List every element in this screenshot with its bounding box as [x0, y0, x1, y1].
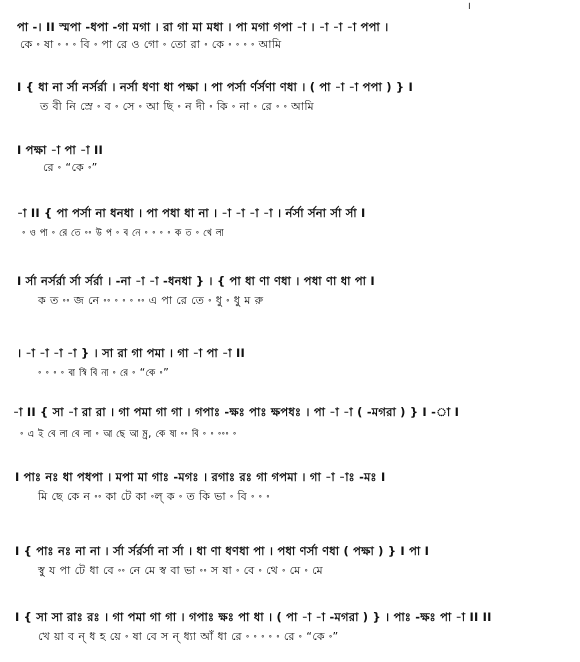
- notes-line: I { ধা না র্সা নর্সর্রা । নর্সা ধণা ধা পক্ষা । পা পর্সা র্ণর্সণা ণধা । ( পা -া -া পপা ) } I: [17, 80, 413, 94]
- notes-line: । -া -া -া -া } । সা রা গা পমা । গা -া পা -া II: [17, 346, 245, 360]
- notes-line: I পক্ষা -া পা -া II: [17, 143, 103, 157]
- lyric-line: কে ৽ ষা ৽ ৽ ৽ বি ৽ পা রে ও গো ৽ তো রা ৽ কে ৽ ৽ ৽ ৽ আমি: [20, 38, 282, 51]
- notes-line: I { সা সা রাঃ রঃ । গা পমা গা গা । গপাঃ ক্ষঃ পা ধা । ( পা -া -া -মগরা ) } । পাঃ -ক্ষঃ পা -া II II: [15, 610, 492, 624]
- notes-line: I { পাঃ নঃ না না । র্সা র্সর্রর্সা না র্সা । ধা ণা ধণধা পা । পধা ণর্সা ণধা ( পক্ষা ) } I পা I: [15, 544, 430, 558]
- lyric-line: খে য়া ব ন্ ধ হ য়ে ৽ ষা বে স ন্ ধ্যা আঁ ধা রে ৽ ৽ ৽ ৽ ৽ রে ৽ “কে ৽”: [38, 630, 339, 643]
- lyric-line: ৽ ও পা ৽ রে তে ৽৽ উ প ৽ ব নে ৽ ৽ ৽ ৽ ক ত ৽ খে লা: [22, 226, 224, 239]
- lyric-line: ত বী নি স্রে ৽ ব ৽ সে ৽ আ ছি ৽ ন দী ৽ কি ৽ না ৽ রে ৽ ৽ আমি: [40, 100, 315, 113]
- lyric-line: ৽ এ ই বে লা বে লা ৽ আ ছে আ ম্র, কে ষা ৽৽ বি ৽ ৽ ৽৽৽ ৽: [20, 427, 237, 440]
- notes-line: -া II { পা পর্সা না ধনধা । পা পধা ধা না । -া -া -া -া । র্নর্সা র্সনা র্সা র্সা I: [17, 206, 366, 220]
- notes-line: I পাঃ নঃ ধা পধপা । মপা মা গাঃ -মগঃ । রগাঃ রঃ গা গপমা । গা -া -াঃ -মঃ I: [15, 470, 386, 484]
- lyric-line: স্বু য পা টে ধা বে ৽৽ নে মে স্ব বা ভা ৽৽ স ষা ৽ বে ৽ থে ৽ মে ৽ মে: [38, 564, 324, 577]
- lyric-line: মি ছে কে ন ৽৽ কা টে কা ৽ল্ ক ৽ ত কি ভা ৽ বি ৽ ৽ ৽: [38, 490, 270, 503]
- notes-line: I র্সা নর্সর্রা র্সা র্সর্রা । -না -া -া -ধনধা } । { পা ধা ণা ণধা । পধা ণা ধা পা I: [17, 274, 375, 288]
- notes-line: পা -। II স্মপা -ধপা -গা মগা । রা গা মা মধা । পা মগা গপা -া । -া -া -া পপা ।: [17, 20, 389, 34]
- notes-line: -া II { সা -া রা রা । গা পমা গা গা । গপাঃ -ক্ষঃ পাঃ ক্ষপধঃ । পা -া -া ( -মগরা ) } I -া I: [13, 405, 460, 419]
- top-mark: ।: [467, 1, 471, 12]
- lyric-line: ৽ ৽ ৽ ৽ বা স্বি বি না ৽ রে ৽ “কে ৽”: [38, 366, 170, 379]
- lyric-line: ক ত ৽৽ জ নে ৽৽ ৽ ৽ ৽ ৽৽ এ পা রে তে ৽ ধু ৽ ধু ম রু: [38, 294, 264, 307]
- lyric-line: রে ৽ “কে ৽”: [43, 161, 98, 174]
